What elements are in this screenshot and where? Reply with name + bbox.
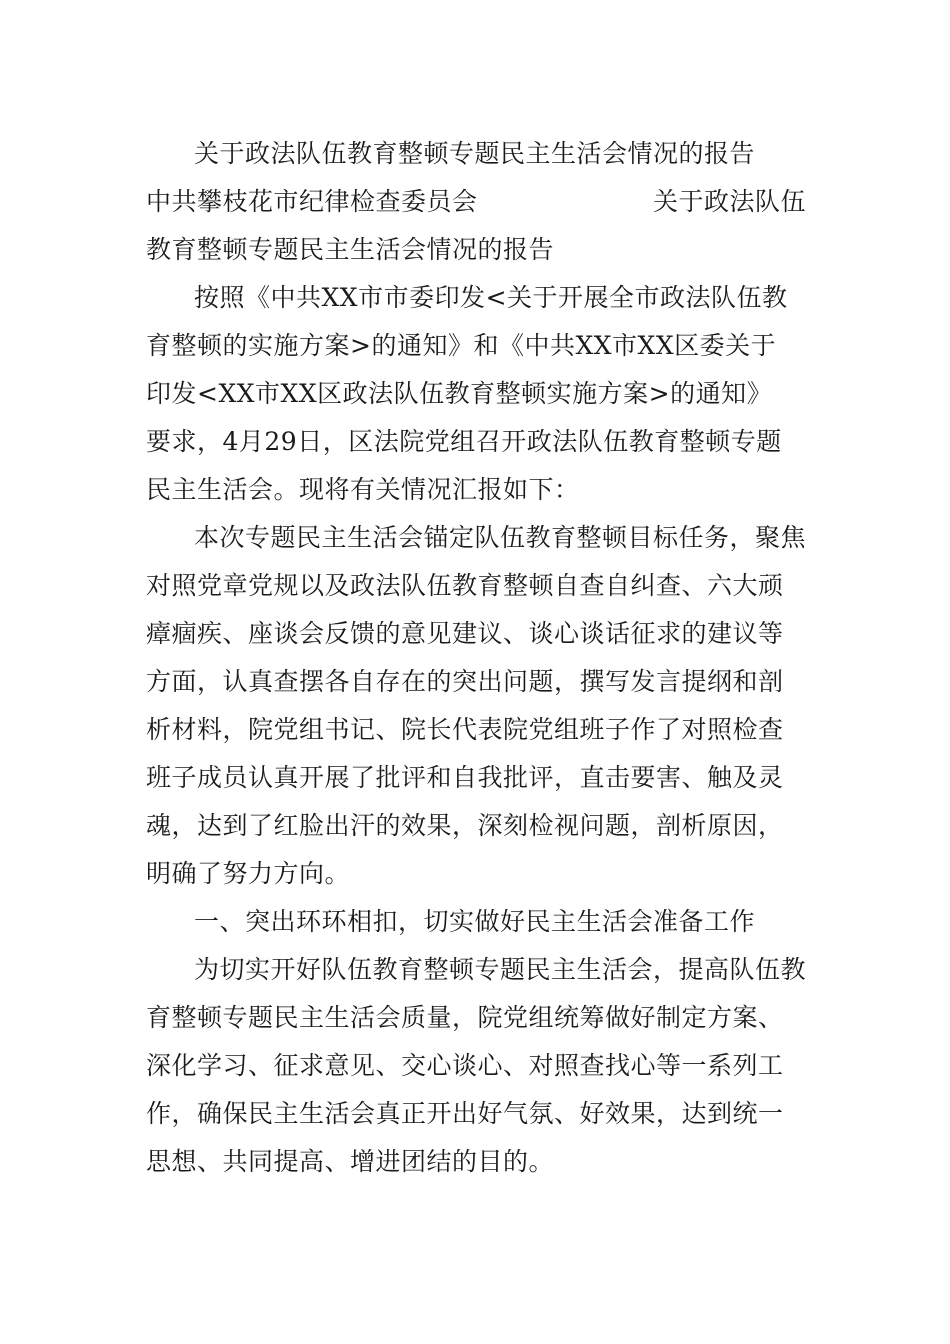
paragraph-line: 魂，达到了红脸出汗的效果，深刻检视问题，剖析原因， — [146, 811, 784, 840]
paragraph-line: 为切实开好队伍教育整顿专题民主生活会，提高队伍教 — [194, 955, 807, 984]
subtitle-part1: 关于政法队伍 — [652, 187, 806, 216]
paragraph-line: 育整顿专题民主生活会质量，院党组统筹做好制定方案、 — [146, 1003, 784, 1032]
paragraph-line: 民主生活会。现将有关情况汇报如下： — [146, 475, 580, 504]
document-title: 关于政法队伍教育整顿专题民主生活会情况的报告 — [194, 139, 756, 168]
subtitle-part2: 教育整顿专题民主生活会情况的报告 — [146, 235, 555, 264]
paragraph-line: 思想、共同提高、增进团结的目的。 — [146, 1147, 555, 1176]
paragraph-line: 按照《中共XX市市委印发<关于开展全市政法队伍教 — [194, 283, 788, 312]
paragraph-line: 明确了努力方向。 — [146, 859, 351, 888]
document-page — [146, 130, 806, 1186]
paragraph-line: 印发<XX市XX区政法队伍教育整顿实施方案>的通知》 — [146, 379, 773, 408]
paragraph-line: 深化学习、征求意见、交心谈心、对照查找心等一系列工 — [146, 1051, 784, 1080]
paragraph-line: 要求，4月29日，区法院党组召开政法队伍教育整顿专题 — [146, 427, 782, 456]
paragraph-line: 对照党章党规以及政法队伍教育整顿自查自纠查、六大顽 — [146, 571, 784, 600]
header-line — [146, 178, 806, 226]
paragraph-line: 本次专题民主生活会锚定队伍教育整顿目标任务，聚焦 — [194, 523, 807, 552]
paragraph-line: 班子成员认真开展了批评和自我批评，直击要害、触及灵 — [146, 763, 784, 792]
paragraph-line: 方面，认真查摆各自存在的突出问题，撰写发言提纲和剖 — [146, 667, 784, 696]
paragraph-summary — [146, 514, 806, 898]
paragraph-line: 瘴痼疾、座谈会反馈的意见建议、谈心谈话征求的建议等 — [146, 619, 784, 648]
paragraph-intro — [146, 274, 806, 514]
paragraph-preparation — [146, 946, 806, 1186]
issuing-organization: 中共攀枝花市纪律检查委员会 — [146, 187, 478, 216]
paragraph-line: 育整顿的实施方案>的通知》和《中共XX市XX区委关于 — [146, 331, 777, 360]
section-heading: 一、突出环环相扣，切实做好民主生活会准备工作 — [194, 907, 756, 936]
paragraph-line: 析材料，院党组书记、院长代表院党组班子作了对照检查 — [146, 715, 784, 744]
paragraph-line: 作，确保民主生活会真正开出好气氛、好效果，达到统一 — [146, 1099, 784, 1128]
